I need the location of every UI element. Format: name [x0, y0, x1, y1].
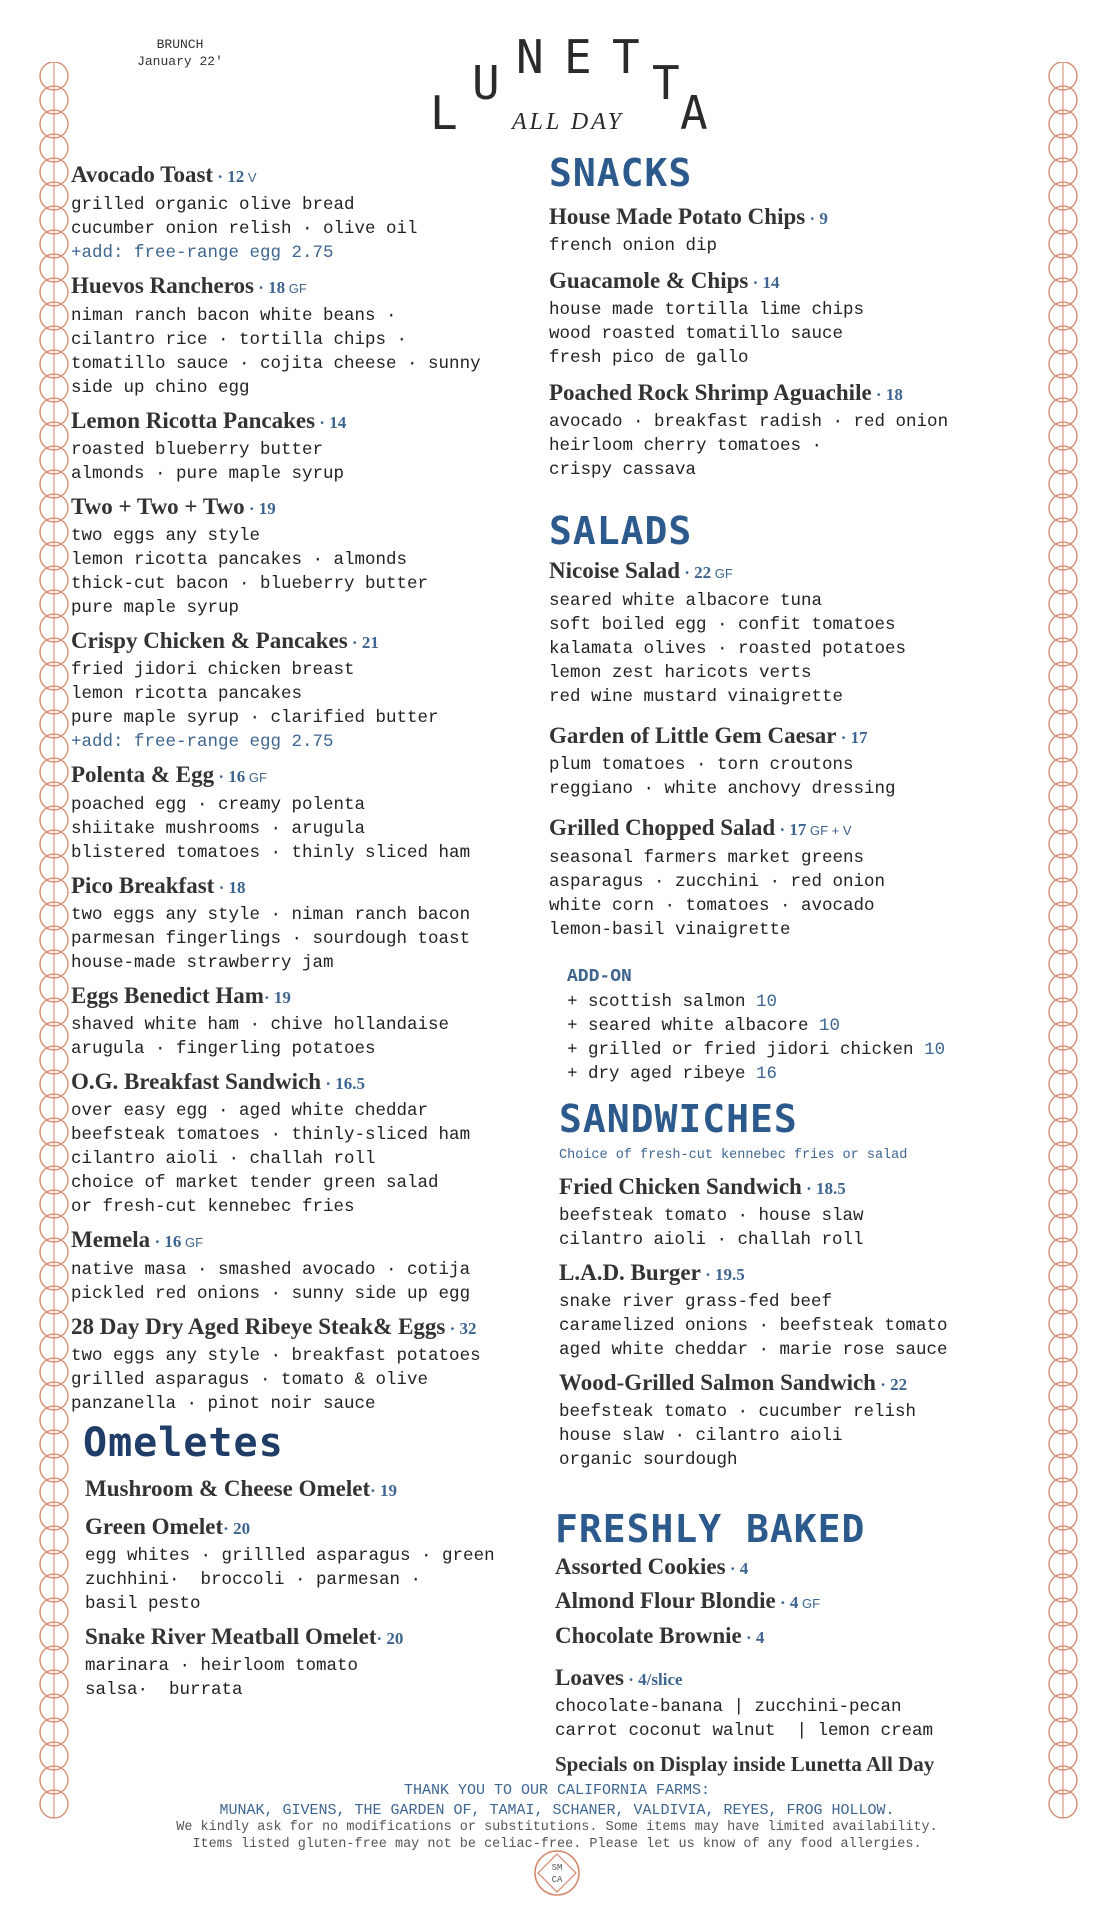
item-name: [559, 1258, 1019, 1290]
item-price: · 19: [370, 1481, 398, 1500]
baked-heading: FRESHLY BAKED: [555, 1507, 866, 1551]
item-description: [71, 524, 541, 620]
menu-item: [71, 1067, 541, 1219]
menu-item: [71, 626, 541, 754]
description-line: lemon-basil vinaigrette: [549, 920, 791, 940]
description-line: soft boiled egg · confit tomatoes: [549, 615, 896, 635]
item-name: [71, 271, 541, 304]
item-description: [71, 1344, 541, 1416]
item-name-text: Memela: [71, 1227, 151, 1252]
omeletes-heading: Omeletes: [83, 1420, 284, 1466]
item-name-text: Snake River Meatball Omelet: [85, 1624, 377, 1649]
menu-item: [549, 813, 1019, 942]
modifications-notice: We kindly ask for no modifications or substitutions. Some items may have limited availability.: [176, 1820, 938, 1835]
item-description: [71, 793, 541, 865]
menu-item: [559, 1368, 1019, 1472]
logo-tagline: ALL DAY: [512, 109, 624, 135]
baked-block: [549, 1506, 1019, 1779]
item-description: [71, 193, 541, 241]
salad-items: [549, 556, 1019, 942]
item-name-text: Green Omelet: [85, 1514, 224, 1539]
description-line: roasted blueberry butter: [71, 440, 324, 460]
item-price: · 22: [679, 563, 712, 582]
item-name: [549, 378, 1019, 410]
item-name-text: Pico Breakfast: [71, 873, 215, 898]
menu-item: [559, 1172, 1019, 1252]
logo-letter: T: [612, 30, 640, 84]
item-description: [559, 1400, 1019, 1472]
item-name-text: Garden of Little Gem Caesar: [549, 723, 837, 748]
item-name: [549, 813, 1019, 846]
lunetta-logo: [430, 30, 720, 142]
description-line: parmesan fingerlings · sourdough toast: [71, 929, 471, 949]
menu-item: [71, 492, 541, 620]
item-price: · 4/slice: [624, 1670, 683, 1689]
menu-item: [549, 378, 1019, 482]
addon-item: [567, 1062, 1019, 1086]
description-line: side up chino egg: [71, 378, 250, 398]
description-line: organic sourdough: [559, 1450, 738, 1470]
description-line: panzanella · pinot noir sauce: [71, 1394, 376, 1414]
item-name-text: Two + Two + Two: [71, 494, 245, 519]
item-description: [71, 438, 541, 486]
allergy-notice: Items listed gluten-free may not be celiac-free. Please let us know of any food allergies.: [192, 1837, 922, 1852]
snacks-heading: SNACKS: [549, 151, 693, 195]
description-line: cilantro aioli · challah roll: [71, 1149, 376, 1169]
item-name: [71, 626, 541, 658]
item-name: [549, 202, 1019, 234]
circle-chain-pattern: [1043, 62, 1083, 1852]
menu-item: [71, 271, 541, 400]
brunch-column: [71, 160, 541, 1702]
dietary-tag: GF: [285, 281, 307, 296]
item-price: · 19: [244, 499, 276, 518]
menu-item: [549, 202, 1019, 258]
item-name: [549, 721, 1019, 753]
item-name-text: Fried Chicken Sandwich: [559, 1174, 802, 1199]
item-price: · 17: [775, 820, 807, 839]
addon-price: 10: [819, 1016, 841, 1036]
description-line: avocado · breakfast radish · red onion: [549, 412, 949, 432]
dietary-tag: GF: [711, 566, 733, 581]
logo-letter: A: [680, 86, 708, 140]
farms-list: MUNAK, GIVENS, THE GARDEN OF, TAMAI, SCHANER, VALDIVIA, REYES, FROG HOLLOW.: [219, 1802, 895, 1819]
description-line: shiitake mushrooms · arugula: [71, 819, 366, 839]
menu-item: [85, 1622, 541, 1702]
description-line: zuchhini· broccoli · parmesan ·: [85, 1570, 422, 1590]
item-name: [71, 1225, 541, 1258]
seal-icon: [532, 1848, 582, 1898]
dietary-tag: V: [244, 170, 257, 185]
description-line: poached egg · creamy polenta: [71, 795, 366, 815]
item-description: [549, 410, 1019, 482]
description-line: pickled red onions · sunny side up egg: [71, 1284, 471, 1304]
item-name: [85, 1622, 541, 1654]
item-description: [549, 589, 1019, 709]
item-name-text: Eggs Benedict Ham: [71, 983, 264, 1008]
sandwiches-block: [549, 1096, 1019, 1472]
item-price: · 32: [445, 1319, 477, 1338]
item-description: [71, 903, 541, 975]
item-price: · 12: [213, 167, 245, 186]
description-line: cilantro aioli · challah roll: [559, 1230, 864, 1250]
item-description: [549, 298, 1019, 370]
menu-item: [71, 160, 541, 265]
menu-header: [120, 36, 240, 70]
logo-letter: L: [430, 86, 458, 140]
left-decorative-border: [34, 62, 74, 1852]
item-price: · 16: [214, 767, 246, 786]
item-name-text: Avocado Toast: [71, 162, 214, 187]
dietary-tag: GF: [245, 770, 267, 785]
addon-item: [567, 990, 1019, 1014]
item-price: · 18: [253, 278, 286, 297]
logo-letter: T: [652, 56, 680, 110]
description-line: aged white cheddar · marie rose sauce: [559, 1340, 948, 1360]
item-description: [85, 1544, 541, 1616]
description-line: french onion dip: [549, 236, 718, 256]
item-description: [85, 1654, 541, 1702]
menu-item: [71, 1312, 541, 1416]
item-description: [71, 1013, 541, 1061]
addon-price: 10: [924, 1040, 946, 1060]
menu-item: [555, 1586, 1019, 1619]
item-name: [559, 1368, 1019, 1400]
dietary-tag: GF: [181, 1235, 204, 1250]
description-line: snake river grass-fed beef: [559, 1292, 833, 1312]
item-name-text: Mushroom & Cheese Omelet: [85, 1476, 371, 1501]
description-line: seared white albacore tuna: [549, 591, 823, 611]
description-line: fried jidori chicken breast: [71, 660, 355, 680]
description-line: two eggs any style · breakfast potatoes: [71, 1346, 481, 1366]
addon-heading: ADD-ON: [567, 967, 632, 987]
specials-note: Specials on Display inside Lunetta All Day: [555, 1752, 935, 1776]
baked-items: [555, 1552, 1019, 1653]
item-price: · 14: [748, 273, 780, 292]
menu-item: [555, 1621, 1019, 1653]
description-line: beefsteak tomato · house slaw: [559, 1206, 864, 1226]
brunch-items: [71, 160, 541, 1416]
description-line: kalamata olives · roasted potatoes: [549, 639, 907, 659]
menu-item: [71, 406, 541, 486]
item-name: [85, 1512, 541, 1544]
menu-item: [559, 1258, 1019, 1362]
add-on-note: +add: free-range egg 2.75: [71, 732, 334, 752]
item-name: [555, 1621, 1019, 1653]
item-description: [71, 1099, 541, 1219]
item-price: · 14: [315, 413, 347, 432]
item-name-text: Chocolate Brownie: [555, 1623, 742, 1648]
item-name: [71, 871, 541, 903]
addon-name: + grilled or fried jidori chicken: [567, 1040, 925, 1060]
description-line: red wine mustard vinaigrette: [549, 687, 844, 707]
description-line: heirloom cherry tomatoes ·: [549, 436, 823, 456]
description-line: cucumber onion relish · olive oil: [71, 219, 418, 239]
item-name: [555, 1586, 1019, 1619]
addon-price: 16: [756, 1064, 778, 1084]
menu-item: [549, 556, 1019, 709]
item-name: [71, 1312, 541, 1344]
item-name: [549, 266, 1019, 298]
item-price: · 18: [214, 878, 246, 897]
description-line: lemon ricotta pancakes: [71, 684, 303, 704]
item-name-text: Crispy Chicken & Pancakes: [71, 628, 348, 653]
addon-name: + seared white albacore: [567, 1016, 820, 1036]
menu-item: [549, 721, 1019, 801]
dietary-tag: GF + V: [806, 823, 852, 838]
menu-item: [71, 981, 541, 1061]
circle-chain-pattern: [34, 62, 74, 1852]
menu-item: [85, 1474, 541, 1506]
description-line: lemon ricotta pancakes · almonds: [71, 550, 408, 570]
description-line: reggiano · white anchovy dressing: [549, 779, 896, 799]
description-line: white corn · tomatoes · avocado: [549, 896, 875, 916]
description-line: over easy egg · aged white cheddar: [71, 1101, 429, 1121]
item-description: [559, 1204, 1019, 1252]
menu-type: BRUNCH: [156, 37, 204, 52]
item-price: · 4: [725, 1559, 749, 1578]
description-line: cilantro rice · tortilla chips ·: [71, 330, 408, 350]
item-price: · 9: [805, 209, 828, 228]
item-price: · 20: [223, 1519, 251, 1538]
item-name: [71, 1067, 541, 1099]
item-price: · 4: [775, 1593, 799, 1612]
description-line: thick-cut bacon · blueberry butter: [71, 574, 429, 594]
item-name: [71, 406, 541, 438]
menu-item: [71, 1225, 541, 1306]
description-line: grilled organic olive bread: [71, 195, 355, 215]
description-line: niman ranch bacon white beans ·: [71, 306, 397, 326]
item-price: · 18: [871, 385, 903, 404]
omelet-items: [71, 1474, 541, 1702]
item-name-text: Nicoise Salad: [549, 558, 680, 583]
addon-item: [567, 1014, 1019, 1038]
add-on-note: +add: free-range egg 2.75: [71, 243, 334, 263]
description-line: lemon zest haricots verts: [549, 663, 812, 683]
description-line: blistered tomatoes · thinly sliced ham: [71, 843, 471, 863]
item-description: [549, 846, 1019, 942]
description-line: asparagus · zucchini · red onion: [549, 872, 886, 892]
logo-letter: U: [472, 56, 500, 110]
seal-text-bottom: CA: [551, 1875, 563, 1885]
description-line: basil pesto: [85, 1594, 201, 1614]
item-name: Loaves · 4/slice: [555, 1665, 683, 1690]
description-line: crispy cassava: [549, 460, 697, 480]
addon-price: 10: [756, 992, 778, 1012]
description-line: two eggs any style: [71, 526, 261, 546]
description-line: beefsteak tomato · cucumber relish: [559, 1402, 917, 1422]
item-price: · 19: [263, 988, 291, 1007]
item-name-text: Almond Flour Blondie: [555, 1588, 776, 1613]
menu-item: [555, 1552, 1019, 1584]
item-name: [549, 556, 1019, 589]
description-line: pure maple syrup: [71, 598, 240, 618]
right-decorative-border: [1043, 62, 1083, 1852]
description-line: marinara · heirloom tomato: [85, 1656, 359, 1676]
menu-item: [85, 1512, 541, 1616]
item-price: · 16: [150, 1232, 182, 1251]
description-line: or fresh-cut kennebec fries: [71, 1197, 355, 1217]
menu-date: January 22': [137, 54, 223, 69]
sandwich-items: [559, 1172, 1019, 1472]
description-line: tomatillo sauce · cojita cheese · sunny: [71, 354, 481, 374]
sandwiches-heading: SANDWICHES: [559, 1097, 798, 1141]
description-line: plum tomatoes · torn croutons: [549, 755, 854, 775]
item-name: [71, 160, 541, 193]
menu-item: [71, 871, 541, 975]
item-name-text: Grilled Chopped Salad: [549, 815, 776, 840]
item-price: · 17: [836, 728, 868, 747]
item-name-text: Lemon Ricotta Pancakes: [71, 408, 316, 433]
description-line: seasonal farmers market greens: [549, 848, 865, 868]
description-line: native masa · smashed avocado · cotija: [71, 1260, 471, 1280]
item-name: [71, 492, 541, 524]
item-description: [71, 1258, 541, 1306]
item-price: · 18.5: [801, 1179, 846, 1198]
item-description: [549, 234, 1019, 258]
description-line: house-made strawberry jam: [71, 953, 334, 973]
description-line: wood roasted tomatillo sauce: [549, 324, 844, 344]
addon-list: [567, 990, 1019, 1086]
menu-item: [555, 1663, 1019, 1743]
item-description: [559, 1290, 1019, 1362]
item-description: chocolate-banana | zucchini-pecan carrot coconut walnut | lemon cream: [555, 1697, 934, 1741]
description-line: pure maple syrup · clarified butter: [71, 708, 439, 728]
logo-letter: E: [564, 30, 592, 84]
description-line: almonds · pure maple syrup: [71, 464, 345, 484]
description-line: caramelized onions · beefsteak tomato: [559, 1316, 948, 1336]
item-name: [559, 1172, 1019, 1204]
item-name-text: 28 Day Dry Aged Ribeye Steak& Eggs: [71, 1314, 446, 1339]
salads-heading: SALADS: [549, 509, 693, 553]
description-line: two eggs any style · niman ranch bacon: [71, 905, 471, 925]
item-name-text: Poached Rock Shrimp Aguachile: [549, 380, 872, 405]
item-price: · 19.5: [700, 1265, 745, 1284]
logo-letter: N: [516, 30, 544, 84]
snack-items: [549, 202, 1019, 482]
menu-item: [549, 266, 1019, 370]
addon-name: + scottish salmon: [567, 992, 757, 1012]
item-price: · 22: [875, 1375, 908, 1394]
item-price: · 20: [376, 1629, 404, 1648]
farms-thanks: THANK YOU TO OUR CALIFORNIA FARMS:: [403, 1782, 711, 1799]
sides-column: [549, 150, 1019, 1779]
item-name-text: House Made Potato Chips: [549, 204, 806, 229]
item-name: [71, 760, 541, 793]
description-line: shaved white ham · chive hollandaise: [71, 1015, 450, 1035]
item-description: [549, 753, 1019, 801]
item-price: · 21: [347, 633, 379, 652]
seal-text-top: SM: [551, 1863, 563, 1873]
item-name: [85, 1474, 541, 1506]
description-line: fresh pico de gallo: [549, 348, 749, 368]
item-description: [71, 658, 541, 730]
item-name-text: Polenta & Egg: [71, 762, 215, 787]
item-name-text: Huevos Rancheros: [71, 273, 254, 298]
item-name: [555, 1552, 1019, 1584]
description-line: choice of market tender green salad: [71, 1173, 439, 1193]
description-line: house slaw · cilantro aioli: [559, 1426, 843, 1446]
description-line: beefsteak tomatoes · thinly-sliced ham: [71, 1125, 471, 1145]
addon-block: [549, 964, 1019, 1086]
item-price: · 4: [741, 1628, 765, 1647]
item-name-text: O.G. Breakfast Sandwich: [71, 1069, 322, 1094]
sandwiches-note: Choice of fresh-cut kennebec fries or salad: [559, 1148, 908, 1163]
dietary-tag: GF: [798, 1596, 821, 1611]
description-line: grilled asparagus · tomato & olive: [71, 1370, 429, 1390]
addon-item: [567, 1038, 1019, 1062]
item-name: [71, 981, 541, 1013]
item-price: · 16.5: [321, 1074, 365, 1093]
description-line: house made tortilla lime chips: [549, 300, 865, 320]
description-line: salsa· burrata: [85, 1680, 243, 1700]
item-name-text: Guacamole & Chips: [549, 268, 749, 293]
item-name-text: Assorted Cookies: [555, 1554, 726, 1579]
item-name-text: Wood-Grilled Salmon Sandwich: [559, 1370, 876, 1395]
description-line: egg whites · grillled asparagus · green: [85, 1546, 495, 1566]
addon-name: + dry aged ribeye: [567, 1064, 757, 1084]
description-line: arugula · fingerling potatoes: [71, 1039, 376, 1059]
item-description: [71, 304, 541, 400]
menu-item: [71, 760, 541, 865]
item-name-text: L.A.D. Burger: [559, 1260, 701, 1285]
